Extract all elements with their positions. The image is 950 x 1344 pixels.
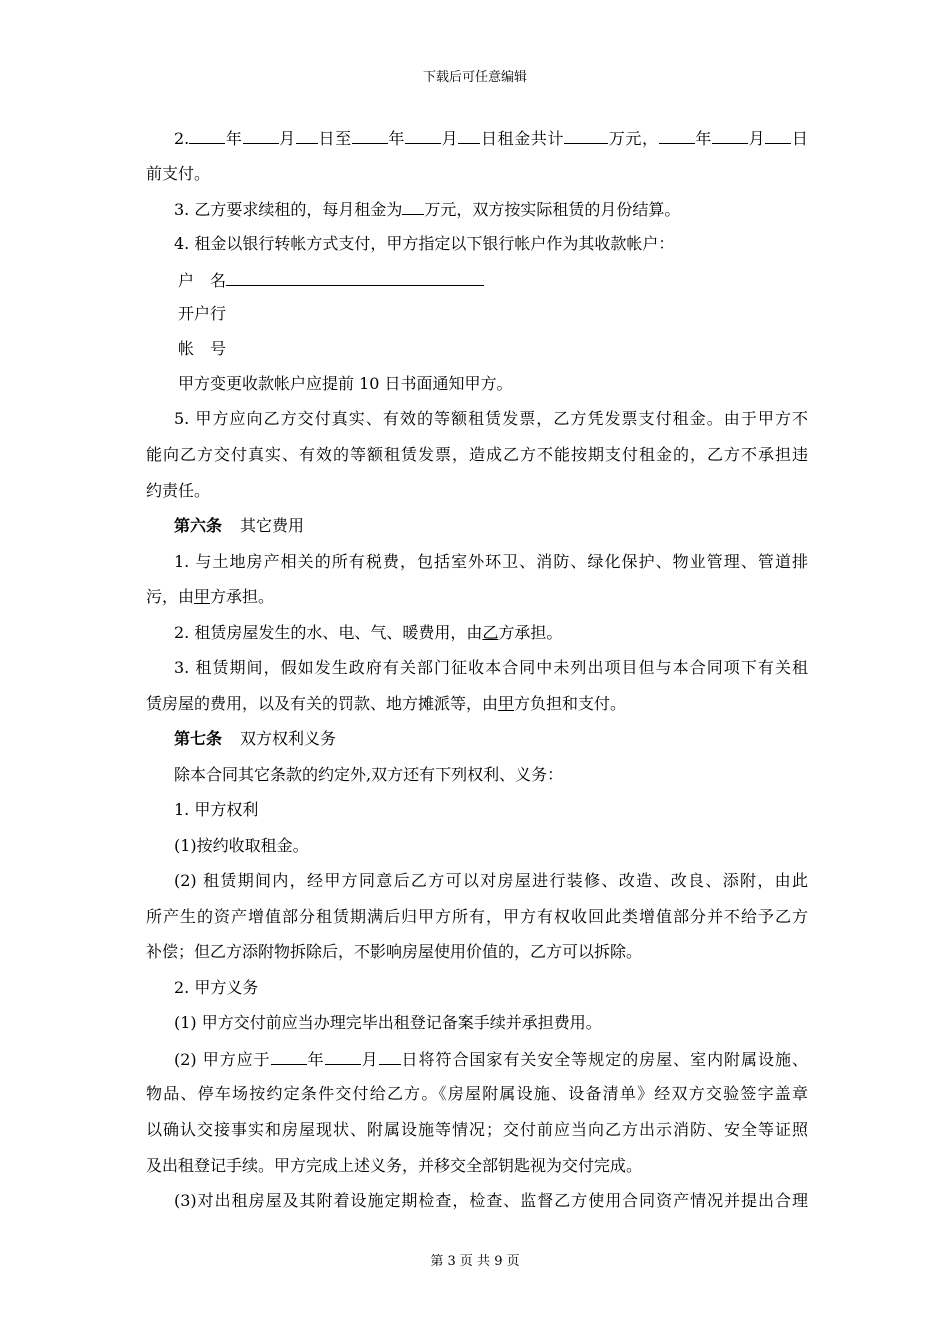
rent-item-2-line-2: 前支付。	[146, 164, 211, 183]
rent-item-5-line-2: 能向乙方交付真实、有效的等额租赁发票，造成乙方不能按期支付租金的，乙方不承担违	[146, 445, 808, 464]
page-footer: 第 3 页 共 9 页	[430, 1254, 520, 1269]
article-7-intro: 除本合同其它条款的约定外,双方还有下列权利、义务：	[174, 765, 564, 784]
lessor-duties-heading: 2. 甲方义务	[174, 978, 259, 997]
account-change-notice: 甲方变更收款帐户应提前 10 日书面通知甲方。	[178, 374, 513, 393]
article-6-heading: 第六条 其它费用	[174, 516, 305, 535]
account-bank: 开户行	[178, 304, 227, 323]
lessor-right-2-line-1: (2) 租赁期间内，经甲方同意后乙方可以对房屋进行装修、改造、改良、添附，由此	[174, 871, 808, 890]
page-header: 下载后可任意编辑	[422, 70, 527, 85]
lessor-duty-1: (1) 甲方交付前应当办理完毕出租登记备案手续并承担费用。	[174, 1013, 602, 1032]
rent-item-2-line-1: 2. 年 月 日至 年 月 日租金共计 万元， 年 月 日	[174, 129, 808, 148]
article-6-item-1-line-2: 污，由甲方承担。	[146, 587, 275, 606]
article-6-item-2: 2. 租赁房屋发生的水、电、气、暖费用，由乙方承担。	[174, 623, 563, 642]
lessor-duty-2-line-4: 及出租登记手续。甲方完成上述义务，并移交全部钥匙视为交付完成。	[146, 1156, 643, 1175]
rent-item-3: 3. 乙方要求续租的，每月租金为 万元，双方按实际租赁的月份结算。	[174, 200, 681, 219]
account-name: 户 名	[178, 270, 840, 291]
lessor-right-1: (1)按约收取租金。	[174, 836, 309, 855]
rent-item-5-line-3: 约责任。	[146, 481, 211, 500]
lessor-right-2-line-3: 补偿；但乙方添附物拆除后，不影响房屋使用价值的，乙方可以拆除。	[146, 942, 643, 961]
lessor-duty-3-line-1: (3)对出租房屋及其附着设施定期检查，检查、监督乙方使用合同资产情况并提出合理	[174, 1191, 808, 1210]
article-6-item-1-line-1: 1. 与土地房产相关的所有税费，包括室外环卫、消防、绿化保护、物业管理、管道排	[174, 552, 808, 571]
article-6-item-3-line-2: 赁房屋的费用，以及有关的罚款、地方摊派等，由甲方负担和支付。	[146, 694, 627, 713]
lessor-duty-2-line-2: 物品、停车场按约定条件交付给乙方。《房屋附属设施、设备清单》经双方交验签字盖章	[146, 1084, 808, 1103]
rent-item-5-line-1: 5. 甲方应向乙方交付真实、有效的等额租赁发票，乙方凭发票支付租金。由于甲方不	[174, 409, 808, 428]
lessor-duty-2-line-1: (2) 甲方应于 年 月 日将符合国家有关安全等规定的房屋、室内附属设施、	[174, 1050, 808, 1069]
account-number: 帐 号	[178, 339, 227, 358]
article-6-item-3-line-1: 3. 租赁期间，假如发生政府有关部门征收本合同中未列出项目但与本合同项下有关租	[174, 658, 808, 677]
article-7-heading: 第七条 双方权利义务	[174, 729, 337, 748]
lessor-right-2-line-2: 所产生的资产增值部分租赁期满后归甲方所有，甲方有权收回此类增值部分并不给予乙方	[146, 907, 808, 926]
lessor-rights-heading: 1. 甲方权利	[174, 800, 259, 819]
rent-item-4: 4. 租金以银行转帐方式支付，甲方指定以下银行帐户作为其收款帐户：	[174, 234, 675, 253]
lessor-duty-2-line-3: 以确认交接事实和房屋现状、附属设施等情况；交付前应当向乙方出示消防、安全等证照	[146, 1120, 808, 1139]
